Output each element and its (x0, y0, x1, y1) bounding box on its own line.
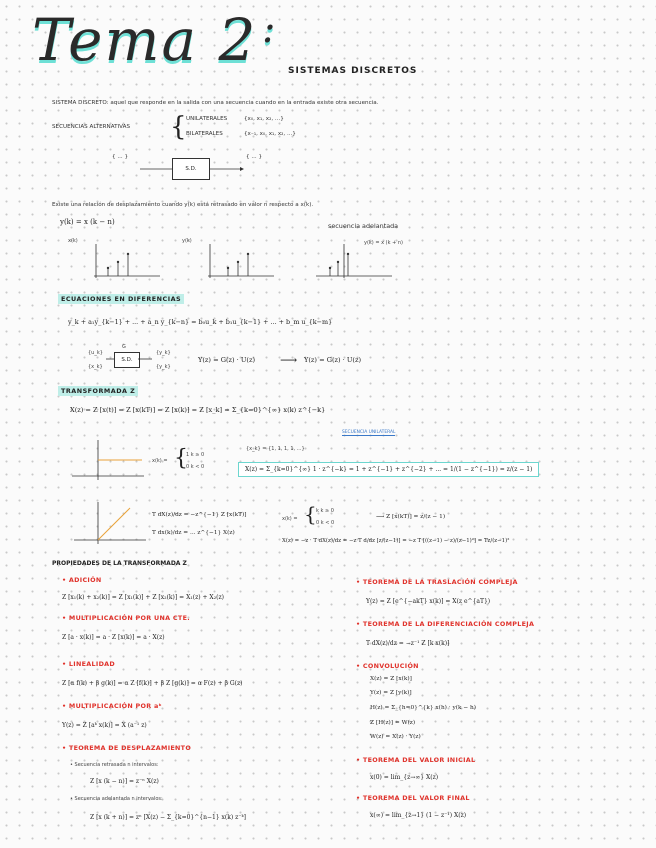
prop-const-title: • MULTIPLICACIÓN POR UNA CTE. (62, 614, 190, 622)
prop-shift-a-eq: Z [x (k − n)] = z⁻ⁿ X(z) (90, 778, 159, 785)
shift-equation: y(k) = x (k − n) (60, 218, 115, 226)
conv-line-2: Y(z) = Z [y(k)] (370, 690, 412, 696)
conv-line-5: W(z) = X(z) · Y(z) (370, 734, 421, 740)
conv-line-1: X(z) = Z [x(k)] (370, 676, 412, 682)
prop-mult-eq: Y(z) = Z [aᵏ x(k)] = X (a⁻¹ z) (62, 722, 147, 729)
bilateral-value: {x₋₁, x₀, x₁, x₂, ...} (244, 131, 296, 137)
transform-note: SECUENCIA UNILATERAL (342, 430, 396, 435)
difeq-rel1: Y(z) = G(z) · U(z) (198, 356, 256, 364)
bilateral-label: BILATERALES (186, 131, 223, 137)
difeq-sd-box: S.D. (114, 352, 140, 368)
prop-shift-b-eq: Z [x (k + n)] = zⁿ [X(z) − Σ_{k=0}^{n−1} x(k) z⁻ᵏ] (90, 814, 246, 821)
prop-shift-title: • TEOREMA DE DESPLAZAMIENTO (62, 744, 192, 752)
ramp-result2: X(z) = −z · T dX(z)/dz = −z T d/dz [z/(z−1)] = −z T [((z−1) − z)/(z−1)²] = Tz/(z−1)² (282, 538, 510, 544)
input-sequence: { ... } (112, 154, 129, 160)
difeq-equation: y_k + a₁y_{k−1} + ... + a_n y_{k−n} = b₀u_k + b₁u_{k−1} + ... + b_m u_{k−m} (68, 318, 333, 326)
prop-addition-eq: Z [x₁(k) + x₂(k)] = Z [x₁(k)] + Z [x₂(k)] = X₁(z) + X₂(z) (62, 594, 224, 601)
page-title: Tema 2 (32, 6, 258, 74)
prop-const-eq: Z [a · x(k)] = a · Z [x(k)] = a · X(z) (62, 634, 165, 641)
properties-heading: PROPIEDADES DE LA TRANSFORMADA Z (52, 560, 187, 567)
prop-initial-eq: x(0) = lim_{z→∞} X(z) (370, 774, 439, 781)
difeq-heading: ECUACIONES EN DIFERENCIAS (58, 294, 184, 304)
ramp-result1: ⟶ Z [x(kT)] = z/(z − 1) (376, 514, 446, 520)
difeq-out2: {y_k} (156, 364, 171, 370)
difeq-in1: {u_k} (88, 350, 103, 356)
difeq-in2: {x_k} (88, 364, 103, 370)
prop-linear-eq: Z [α f(k) + β g(k)] = α Z [f(k)] + β Z [g(k)] = α F(z) + β G(z) (62, 680, 243, 687)
step-result-box: X(z) = Σ_{k=0}^{∞} 1 · z^{−k} = 1 + z^{−1} + z^{−2} + ... = 1/(1 − z^{−1}) = z/(z − 1) (238, 462, 539, 477)
ramp-brace: { (304, 502, 317, 526)
transform-equation: X(z) = Z [x(t)] = Z [x(kT)] = Z [x(k)] = Z [x_k] = Σ_{k=0}^{∞} x(k) z^{−k} (70, 406, 326, 414)
step-x: x(k) = (152, 458, 168, 464)
prop-complex-shift-title: • TEOREMA DE LA TRASLACIÓN COMPLEJA (356, 578, 518, 586)
conv-line-3: H(z) = Σ_{h=0}^{k} x(h) · y(k − h) (370, 705, 477, 711)
unilateral-label: UNILATERALES (186, 116, 228, 122)
prop-shift-a: • Secuencia retrasada n intervalos: (70, 762, 159, 768)
shift-text: Existe una relación de desplazamiento cuando y(k) está retrasado en valor n respecto a x(k). (52, 202, 314, 208)
output-sequence: { ... } (246, 154, 263, 160)
brace: { (170, 112, 187, 142)
title-colon: : (262, 6, 278, 52)
prop-final-eq: x(∞) = lim_{z→1} (1 − z⁻¹) X(z) (370, 812, 467, 819)
step-def1: 1 k ≥ 0 (186, 452, 205, 458)
unilateral-value: {x₀, x₁, x₂, ...} (244, 116, 284, 122)
page-subtitle: SISTEMAS DISCRETOS (288, 66, 418, 76)
prop-final-title: • TEOREMA DEL VALOR FINAL (356, 794, 470, 802)
prop-complex-shift-eq: Y(z) = Z [e^{−akT} x(k)] = X(z e^{aT}) (366, 598, 491, 605)
prop-conv-title: • CONVOLUCIÓN (356, 662, 419, 670)
prop-complex-diff-eq: T dX(z)/dz = −z⁻¹ Z [k x(k)] (366, 640, 450, 647)
step-brace: { (174, 446, 188, 471)
step-def2: 0 k < 0 (186, 464, 205, 470)
prop-initial-title: • TEOREMA DEL VALOR INICIAL (356, 756, 476, 764)
difeq-arrow: ⟶ (280, 353, 298, 367)
ramp-line1: T dX(z)/dz = −z^{−1} Z [x(kT)] (152, 512, 247, 518)
plot2-label: y(k) (182, 238, 192, 244)
alt-sequences-label: SECUENCIAS ALTERNATIVAS (52, 124, 131, 130)
plot3-equation: y(k) = x (k + n) (364, 240, 404, 246)
plot1-label: x(k) (68, 238, 78, 244)
sd-box: S.D. (172, 158, 210, 180)
difeq-rel2: Y(z) = G(z) · U(z) (304, 356, 362, 364)
plot3-title: secuencia adelantada (328, 222, 399, 230)
ramp-line2: T dx(k)/dz = ... z^{−1} X(z) (152, 530, 235, 536)
transform-heading: TRANSFORMADA Z (58, 386, 138, 396)
prop-addition-title: • ADICIÓN (62, 576, 102, 584)
ramp-def2: 0 k < 0 (316, 520, 335, 526)
step-sequence: {x_k} = {1, 1, 1, 1, ...} (246, 446, 305, 452)
prop-mult-title: • MULTIPLICACIÓN POR aᵏ (62, 702, 163, 710)
prop-shift-b: • Secuencia adelantada n intervalos: (70, 796, 163, 802)
difeq-g: G (122, 344, 126, 350)
ramp-x: x(k) = (282, 516, 298, 522)
prop-linear-title: • LINEALIDAD (62, 660, 116, 668)
definition-text: SISTEMA DISCRETO: aquel que responde en la salida con una secuencia cuando en la entrada existe otra secuencia. (52, 100, 379, 106)
difeq-out1: {y_k} (156, 350, 171, 356)
ramp-def1: k k ≥ 0 (316, 508, 334, 514)
prop-complex-diff-title: • TEOREMA DE LA DIFERENCIACIÓN COMPLEJA (356, 620, 535, 628)
conv-line-4: Z [H(z)] = W(z) (370, 720, 416, 726)
